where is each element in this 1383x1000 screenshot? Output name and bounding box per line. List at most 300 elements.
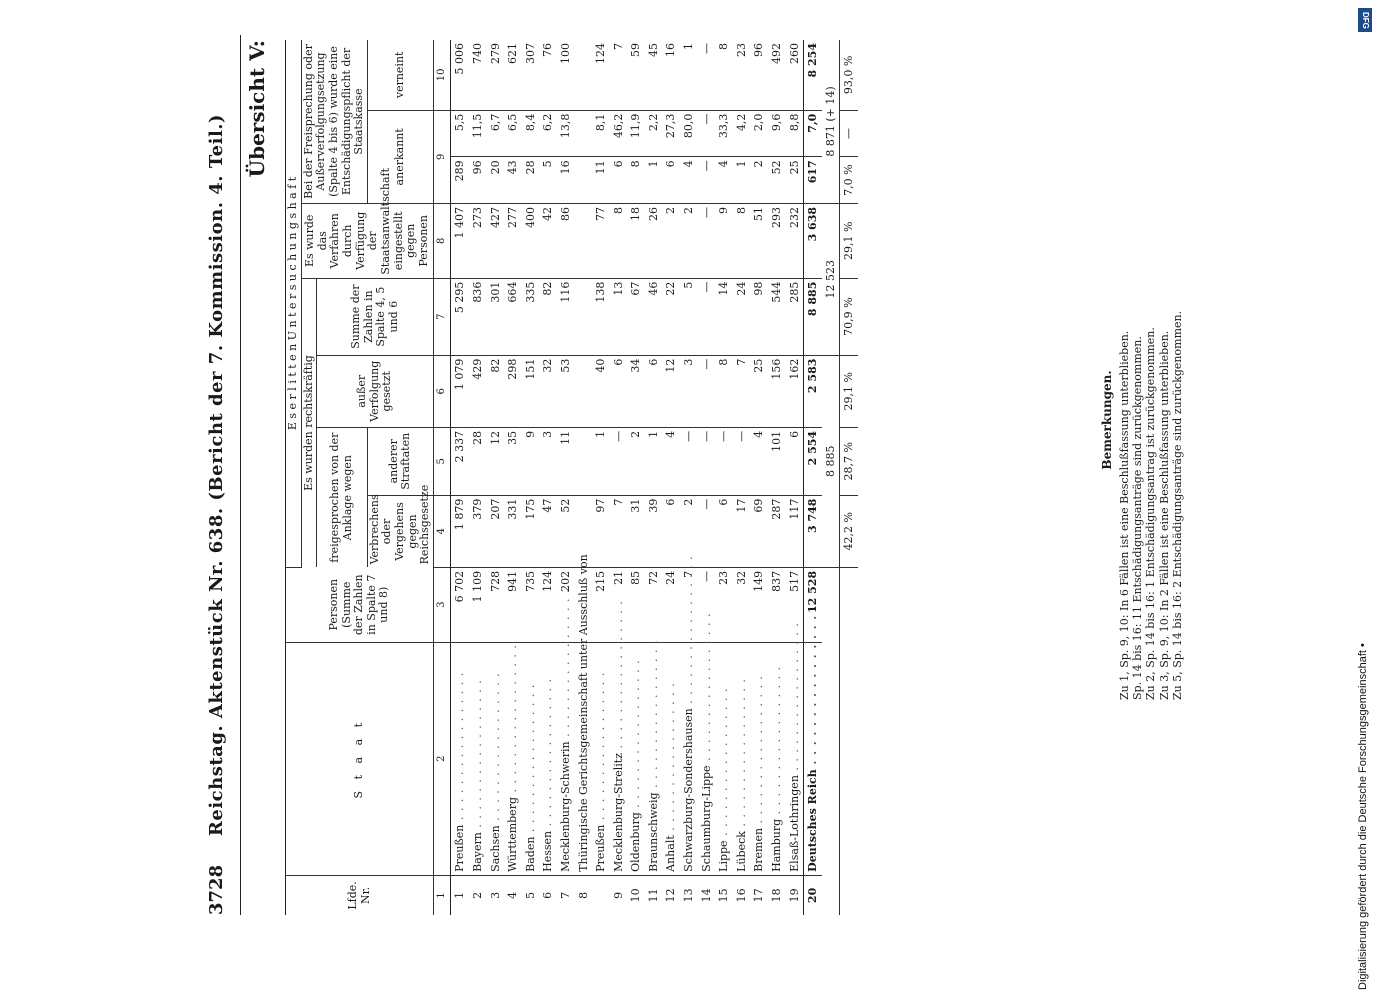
cell-c3: 23 xyxy=(715,567,733,642)
cell-c9p: 8,1 xyxy=(592,110,610,157)
cell-state: Lippe . . . xyxy=(715,642,733,875)
cell-state: Oldenburg . . . xyxy=(627,642,645,875)
cell-c3: 517 xyxy=(785,567,803,642)
cell-state: Sachsen . . . xyxy=(486,642,504,875)
col-number: 1 xyxy=(434,875,451,915)
cell-c4: 39 xyxy=(645,495,663,567)
cell-c4: — xyxy=(697,495,715,567)
cell-c9p: 6,2 xyxy=(539,110,557,157)
cell-c6: 40 xyxy=(592,355,610,427)
table-row xyxy=(662,40,680,915)
cell-c5: 12 xyxy=(486,427,504,495)
cell-no: 19 xyxy=(787,888,801,903)
cell-c10: 100 xyxy=(557,40,575,110)
cell-c3: 72 xyxy=(645,567,663,642)
cell-c5: 35 xyxy=(504,427,522,495)
cell-c3: 6 702 xyxy=(451,567,469,642)
cell-c3: — xyxy=(697,567,715,642)
cell-c8: 26 xyxy=(645,203,663,278)
cell-c10: 8 254 xyxy=(803,40,821,110)
cell-c10: 23 xyxy=(733,40,751,110)
cell-state: Mecklenburg-Strelitz . . . xyxy=(609,642,627,875)
cell-c9p: 4,2 xyxy=(733,110,751,157)
pct-c5: 28,7 % xyxy=(840,427,858,495)
cell-c7 xyxy=(574,278,592,355)
col-number: 9 xyxy=(434,110,451,203)
cell-c6: 6 xyxy=(645,355,663,427)
cell-c8: 9 xyxy=(715,203,733,278)
cell-c10: 59 xyxy=(627,40,645,110)
cell-c4: 6 xyxy=(715,495,733,567)
cell-c9: 28 xyxy=(521,157,539,204)
cell-c4: 331 xyxy=(504,495,522,567)
cell-c9: 289 xyxy=(451,157,469,204)
cell-c6: 7 xyxy=(733,355,751,427)
col-head-anderer: anderer Straftaten xyxy=(367,427,433,495)
cell-no: 18 xyxy=(770,888,784,903)
cell-c3: 149 xyxy=(750,567,768,642)
cell-c7: 98 xyxy=(750,278,768,355)
cell-c8: 277 xyxy=(504,203,522,278)
col-head-verneint: verneint xyxy=(367,40,433,110)
cell-c7: 335 xyxy=(521,278,539,355)
cell-no: 15 xyxy=(717,888,731,903)
cell-state: Thüringische Gerichtsgemeinschaft unter Ausschluß von xyxy=(574,642,592,875)
cell-no: 1 xyxy=(453,891,467,899)
cell-c10: 8 xyxy=(715,40,733,110)
col-number: 7 xyxy=(434,278,451,355)
cell-c8: 42 xyxy=(539,203,557,278)
cell-c8: 400 xyxy=(521,203,539,278)
pct-c7: 70,9 % xyxy=(840,278,858,355)
cell-c7: 13 xyxy=(609,278,627,355)
cell-state: Elsaß-Lothringen . . . xyxy=(785,642,803,875)
cell-c10: 96 xyxy=(750,40,768,110)
cell-c5: 2 554 xyxy=(803,427,821,495)
cell-c9: 2 xyxy=(750,157,768,204)
cell-c8: 1 407 xyxy=(451,203,469,278)
cell-c7: 8 885 xyxy=(803,278,821,355)
cell-c8 xyxy=(574,203,592,278)
table-row xyxy=(733,40,751,915)
pct-c4: 42,2 % xyxy=(840,495,858,567)
cell-c10: 279 xyxy=(486,40,504,110)
cell-c6: 3 xyxy=(680,355,698,427)
cell-c9: 1 xyxy=(733,157,751,204)
cell-c6: 298 xyxy=(504,355,522,427)
cell-c5: — xyxy=(715,427,733,495)
cell-c9p: 5,5 xyxy=(451,110,469,157)
sum-c78: 12 523 xyxy=(822,203,840,355)
cell-c5: 3 xyxy=(539,427,557,495)
cell-c3: 7 xyxy=(680,567,698,642)
cell-state: Schaumburg-Lippe . . . xyxy=(697,642,715,875)
cell-c9p xyxy=(574,110,592,157)
cell-c5: 9 xyxy=(521,427,539,495)
col-number: 5 xyxy=(434,427,451,495)
col-head-eingestellt: Es wurde das Verfahren durch Verfügung der Staatsanwaltschaft eingestellt gegen Personen xyxy=(301,203,433,278)
cell-c3: 735 xyxy=(521,567,539,642)
cell-c8: — xyxy=(697,203,715,278)
col-number: 2 xyxy=(434,642,451,875)
cell-state: Baden . . . xyxy=(521,642,539,875)
cell-c5: 1 xyxy=(645,427,663,495)
cell-c4: 207 xyxy=(486,495,504,567)
col-head-rechtskraeftig: Es wurden rechtskräftig xyxy=(301,278,317,567)
cell-no: 5 xyxy=(523,891,537,899)
cell-c8: 232 xyxy=(785,203,803,278)
cell-no: 20 xyxy=(803,875,821,915)
cell-c5: 6 xyxy=(785,427,803,495)
cell-c6: 25 xyxy=(750,355,768,427)
statistics-table xyxy=(285,40,858,915)
cell-c9: 52 xyxy=(768,157,786,204)
table-row xyxy=(609,40,627,915)
pct-c9-pct: — xyxy=(840,110,858,157)
cell-c6: 162 xyxy=(785,355,803,427)
remark-line: Sp. 14 bis 16: 11 Entschädigungsanträge sind zurückgenommen. xyxy=(1131,336,1145,700)
cell-c9p: 2,0 xyxy=(750,110,768,157)
cell-c10: 740 xyxy=(469,40,487,110)
credit-text: Digitalisierung gefördert durch die Deutsche Forschungsgemeinschaft • xyxy=(1357,643,1369,990)
cell-c10: 307 xyxy=(521,40,539,110)
cell-c3: 12 528 xyxy=(803,567,821,642)
table-row xyxy=(592,40,610,915)
cell-c9p: — xyxy=(697,110,715,157)
table-row xyxy=(469,40,487,915)
remark-line: Zu 2, Sp. 14 bis 16: 1 Entschädigungsantrag ist zurückgenommen. xyxy=(1144,327,1158,700)
cell-c4: 52 xyxy=(557,495,575,567)
cell-c6: 32 xyxy=(539,355,557,427)
cell-c7: 67 xyxy=(627,278,645,355)
cell-c9p: 6,7 xyxy=(486,110,504,157)
cell-state: Schwarzburg-Sondershausen . . . xyxy=(680,642,698,875)
cell-c5: 1 xyxy=(592,427,610,495)
cell-c9p: 2,2 xyxy=(645,110,663,157)
cell-c6: 34 xyxy=(627,355,645,427)
cell-c7: 22 xyxy=(662,278,680,355)
col-head-bei: Bei der Freisprechung oder Außerverfolgungsetzung (Spalte 4 bis 6) wurde eine Entschädigungspflicht der Staatskasse xyxy=(301,40,367,203)
cell-c9p: 6,5 xyxy=(504,110,522,157)
cell-c6: 2 583 xyxy=(803,355,821,427)
cell-c10: 124 xyxy=(592,40,610,110)
cell-c10: 76 xyxy=(539,40,557,110)
digitization-credit xyxy=(1353,10,1373,990)
cell-c9: 20 xyxy=(486,157,504,204)
cell-c6: 429 xyxy=(469,355,487,427)
col-number: 10 xyxy=(434,40,451,110)
cell-c4: 2 xyxy=(680,495,698,567)
table-row xyxy=(750,40,768,915)
sums-row xyxy=(822,40,840,915)
cell-c6: 82 xyxy=(486,355,504,427)
remark-line: Zu 5, Sp. 14 bis 16: 2 Entschädigungsanträge sind zurückgenommen. xyxy=(1170,310,1184,700)
pct-c8: 29,1 % xyxy=(840,203,858,278)
cell-c5: — xyxy=(680,427,698,495)
cell-c4: 175 xyxy=(521,495,539,567)
cell-c5: — xyxy=(733,427,751,495)
cell-c7: 285 xyxy=(785,278,803,355)
cell-c6: 12 xyxy=(662,355,680,427)
col-head-lfd: Lfde. Nr. xyxy=(286,875,434,915)
cell-c4: 17 xyxy=(733,495,751,567)
table-row xyxy=(486,40,504,915)
cell-state: Bayern . . . xyxy=(469,642,487,875)
cell-no: 16 xyxy=(734,888,748,903)
cell-c7: 301 xyxy=(486,278,504,355)
cell-no: 10 xyxy=(629,888,643,903)
cell-c4: 6 xyxy=(662,495,680,567)
cell-c7: 46 xyxy=(645,278,663,355)
cell-c10: — xyxy=(697,40,715,110)
cell-c9: 25 xyxy=(785,157,803,204)
table-row xyxy=(785,40,803,915)
cell-c9: 6 xyxy=(609,157,627,204)
cell-c5: 4 xyxy=(662,427,680,495)
cell-c6: 151 xyxy=(521,355,539,427)
col-head-summe: Summe der Zahlen in Spalte 4, 5 und 6 xyxy=(317,278,434,355)
cell-c9p: 8,4 xyxy=(521,110,539,157)
pct-c6: 29,1 % xyxy=(840,355,858,427)
cell-state: Braunschweig . . . xyxy=(645,642,663,875)
cell-c9: 8 xyxy=(627,157,645,204)
cell-c8: 427 xyxy=(486,203,504,278)
cell-c10 xyxy=(574,40,592,110)
col-number: 4 xyxy=(434,495,451,567)
cell-c3: 85 xyxy=(627,567,645,642)
cell-c3: 941 xyxy=(504,567,522,642)
cell-c7: 5 295 xyxy=(451,278,469,355)
remarks-title: Bemerkungen. xyxy=(1100,370,1114,470)
cell-no: 13 xyxy=(682,888,696,903)
cell-c4: 287 xyxy=(768,495,786,567)
cell-c8: 8 xyxy=(609,203,627,278)
rotated-page xyxy=(145,40,1245,1000)
cell-c8: 51 xyxy=(750,203,768,278)
table-row xyxy=(680,40,698,915)
remark-line: Zu 1, Sp. 9, 10: In 6 Fällen ist eine Beschlußfassung unterblieben. xyxy=(1118,330,1131,700)
cell-c6: 53 xyxy=(557,355,575,427)
cell-c10: 45 xyxy=(645,40,663,110)
cell-c3: 202 xyxy=(557,567,575,642)
col-number: 3 xyxy=(434,567,451,642)
page-header xyxy=(200,35,241,915)
cell-no: 2 xyxy=(470,891,484,899)
table-body xyxy=(451,40,804,915)
cell-no: 14 xyxy=(699,888,713,903)
table-row xyxy=(504,40,522,915)
cell-c8: 3 638 xyxy=(803,203,821,278)
col-head-anerkannt: anerkannt xyxy=(367,110,433,203)
col-number: 6 xyxy=(434,355,451,427)
sum-c910 xyxy=(822,40,840,203)
cell-c9: 6 xyxy=(662,157,680,204)
cell-c5 xyxy=(574,427,592,495)
cell-c9: 43 xyxy=(504,157,522,204)
cell-c5: — xyxy=(697,427,715,495)
cell-c9: 4 xyxy=(680,157,698,204)
cell-c3: 837 xyxy=(768,567,786,642)
cell-c8: 77 xyxy=(592,203,610,278)
sum-c456: 8 885 xyxy=(822,355,840,567)
cell-c6 xyxy=(574,355,592,427)
cell-c9p: 46,2 xyxy=(609,110,627,157)
cell-c3: 1 109 xyxy=(469,567,487,642)
cell-c10: 492 xyxy=(768,40,786,110)
cell-no: 8 xyxy=(576,891,590,899)
cell-no: 9 xyxy=(611,891,625,899)
pct-c9: 7,0 % xyxy=(840,157,858,204)
cell-c10: 260 xyxy=(785,40,803,110)
cell-c4: 1 879 xyxy=(451,495,469,567)
col-head-ausser: außer Verfolgung gesetzt xyxy=(317,355,434,427)
cell-c4: 97 xyxy=(592,495,610,567)
col-head-group: E s e r l i t t e n U n t e r s u c h u n g s h a f t xyxy=(286,40,302,567)
cell-c7: 836 xyxy=(469,278,487,355)
cell-c9: 617 xyxy=(803,157,821,204)
cell-c6: — xyxy=(697,355,715,427)
cell-c8: 273 xyxy=(469,203,487,278)
cell-c6: 156 xyxy=(768,355,786,427)
cell-no: 7 xyxy=(558,891,572,899)
cell-c9: 4 xyxy=(715,157,733,204)
cell-state: Preußen . . . xyxy=(592,642,610,875)
cell-c3: 124 xyxy=(539,567,557,642)
cell-c8: 2 xyxy=(680,203,698,278)
table-row xyxy=(451,40,469,915)
sum-c910-value: 8 871 xyxy=(823,125,837,157)
cell-c9p: 27,3 xyxy=(662,110,680,157)
cell-state: Anhalt . . . xyxy=(662,642,680,875)
cell-c5: 11 xyxy=(557,427,575,495)
cell-c9p: 9,6 xyxy=(768,110,786,157)
cell-c9p: 11,9 xyxy=(627,110,645,157)
cell-state: Hamburg . . . xyxy=(768,642,786,875)
table-row xyxy=(697,40,715,915)
col-head-freigesprochen: freigesprochen von der Anklage wegen xyxy=(317,427,368,567)
col-head-personen: Personen (Summe der Zahlen in Spalte 7 und 8) xyxy=(286,567,434,642)
cell-no: 3 xyxy=(488,891,502,899)
table-row xyxy=(627,40,645,915)
cell-c4: 379 xyxy=(469,495,487,567)
cell-c9: — xyxy=(697,157,715,204)
cell-c7: 5 xyxy=(680,278,698,355)
table-row xyxy=(645,40,663,915)
cell-c9: 16 xyxy=(557,157,575,204)
cell-c3: 215 xyxy=(592,567,610,642)
cell-c4: 31 xyxy=(627,495,645,567)
cell-c3: 24 xyxy=(662,567,680,642)
cell-c7: 24 xyxy=(733,278,751,355)
cell-state: Deutsches Reich . . . xyxy=(803,642,821,875)
dfg-logo: DFG xyxy=(1358,8,1372,32)
table-row xyxy=(715,40,733,915)
cell-c6: 6 xyxy=(609,355,627,427)
cell-c6: 8 xyxy=(715,355,733,427)
cell-c9: 11 xyxy=(592,157,610,204)
overview-title: Übersicht V: xyxy=(245,40,269,178)
cell-c9: 96 xyxy=(469,157,487,204)
cell-c4: 69 xyxy=(750,495,768,567)
cell-c10: 16 xyxy=(662,40,680,110)
cell-c5: — xyxy=(609,427,627,495)
cell-no: 17 xyxy=(752,888,766,903)
cell-no: 4 xyxy=(506,891,520,899)
cell-state: Mecklenburg-Schwerin . . . xyxy=(557,642,575,875)
cell-c5: 2 337 xyxy=(451,427,469,495)
cell-state: Lübeck . . . xyxy=(733,642,751,875)
cell-c7: — xyxy=(697,278,715,355)
cell-c8: 86 xyxy=(557,203,575,278)
pct-c10: 93,0 % xyxy=(840,40,858,110)
cell-c3: 32 xyxy=(733,567,751,642)
cell-c9p: 80,0 xyxy=(680,110,698,157)
cell-c4: 117 xyxy=(785,495,803,567)
col-head-staat: S t a a t xyxy=(286,642,434,875)
table-row xyxy=(539,40,557,915)
cell-c10: 621 xyxy=(504,40,522,110)
cell-c8: 2 xyxy=(662,203,680,278)
running-head: Reichstag. Aktenstück Nr. 638. (Bericht der 7. Kommission. 4. Teil.) xyxy=(206,113,227,837)
cell-c9-pct: 7,0 xyxy=(803,110,821,157)
cell-c4: 3 748 xyxy=(803,495,821,567)
cell-c10: 1 xyxy=(680,40,698,110)
cell-state: Preußen . . . xyxy=(451,642,469,875)
cell-c9 xyxy=(574,157,592,204)
cell-c9p: 13,8 xyxy=(557,110,575,157)
cell-c7: 116 xyxy=(557,278,575,355)
cell-c9: 1 xyxy=(645,157,663,204)
cell-no xyxy=(592,875,610,915)
cell-c7: 664 xyxy=(504,278,522,355)
cell-c8: 18 xyxy=(627,203,645,278)
cell-c7: 544 xyxy=(768,278,786,355)
cell-c9: 5 xyxy=(539,157,557,204)
total-row xyxy=(803,40,821,915)
cell-no: 11 xyxy=(646,888,660,903)
cell-c5: 101 xyxy=(768,427,786,495)
cell-c7: 14 xyxy=(715,278,733,355)
cell-c10: 5 006 xyxy=(451,40,469,110)
cell-c3: 728 xyxy=(486,567,504,642)
cell-state: Württemberg . . . xyxy=(504,642,522,875)
cell-c4: 47 xyxy=(539,495,557,567)
cell-c9p: 33,3 xyxy=(715,110,733,157)
cell-c9p: 8,8 xyxy=(785,110,803,157)
cell-no: 6 xyxy=(541,891,555,899)
col-number: 8 xyxy=(434,203,451,278)
page-number: 3728 xyxy=(206,864,227,915)
cell-c3: 21 xyxy=(609,567,627,642)
table-row xyxy=(557,40,575,915)
remark-line: Zu 3, Sp. 9, 10: In 2 Fällen ist eine Beschlußfassung unterblieben. xyxy=(1157,330,1171,700)
percent-row xyxy=(840,40,858,915)
cell-c5: 28 xyxy=(469,427,487,495)
cell-c5: 2 xyxy=(627,427,645,495)
cell-c6: 1 079 xyxy=(451,355,469,427)
cell-state: Bremen . . . xyxy=(750,642,768,875)
remarks xyxy=(1100,140,1184,700)
cell-c9p: 11,5 xyxy=(469,110,487,157)
cell-c5: 4 xyxy=(750,427,768,495)
table-row xyxy=(574,40,592,915)
cell-c8: 8 xyxy=(733,203,751,278)
table-row xyxy=(768,40,786,915)
cell-c7: 138 xyxy=(592,278,610,355)
cell-state: Hessen . . . xyxy=(539,642,557,875)
sum-c910-note: (+ 14) xyxy=(823,86,837,122)
cell-c8: 293 xyxy=(768,203,786,278)
